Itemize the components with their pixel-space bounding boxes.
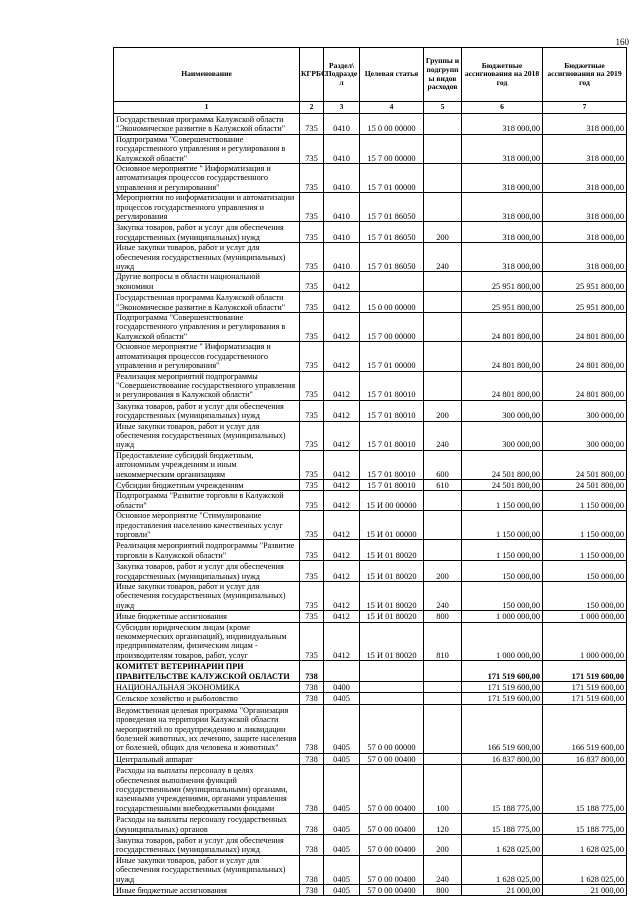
row-amount-2018: 1 628 025,00 (462, 834, 543, 855)
table-row (114, 581, 627, 610)
row-amount-2019: 1 628 025,00 (543, 834, 627, 855)
table-row (114, 272, 627, 292)
row-amount-2019: 150 000,00 (543, 581, 627, 610)
row-amount-2018: 318 000,00 (462, 114, 543, 135)
table-row (114, 855, 627, 884)
row-kgrbs: 738 (300, 834, 324, 855)
row-amount-2019: 24 501 800,00 (543, 479, 627, 490)
table-row (114, 342, 627, 371)
row-expense-type (424, 272, 462, 292)
table-row (114, 479, 627, 490)
row-amount-2019: 16 837 800,00 (543, 753, 627, 764)
row-section: 0412 (324, 272, 360, 292)
row-target-article: 15 И 01 80020 (360, 540, 424, 561)
row-amount-2018: 1 000 000,00 (462, 611, 543, 622)
row-kgrbs: 735 (300, 400, 324, 421)
table-row (114, 834, 627, 855)
row-target-article (360, 661, 424, 682)
row-section: 0412 (324, 450, 360, 479)
row-target-article: 15 0 00 00000 (360, 114, 424, 135)
row-amount-2019: 300 000,00 (543, 400, 627, 421)
row-kgrbs: 735 (300, 450, 324, 479)
row-expense-type (424, 313, 462, 342)
row-expense-type (424, 114, 462, 135)
row-expense-type: 600 (424, 450, 462, 479)
row-amount-2019: 1 150 000,00 (543, 540, 627, 561)
row-name: Государственная программа Калужской области "Экономическое развитие в Калужской области" (114, 292, 300, 313)
row-expense-type (424, 511, 462, 540)
col-header-name: Наименование (114, 48, 300, 102)
table-row (114, 511, 627, 540)
row-section: 0412 (324, 540, 360, 561)
row-amount-2018: 318 000,00 (462, 243, 543, 272)
table-row (114, 753, 627, 764)
row-target-article: 57 0 00 00400 (360, 885, 424, 896)
table-row (114, 491, 627, 511)
row-section: 0412 (324, 561, 360, 582)
row-expense-type: 800 (424, 885, 462, 896)
row-amount-2019: 1 150 000,00 (543, 491, 627, 511)
row-kgrbs: 738 (300, 693, 324, 704)
row-name: Иные закупки товаров, работ и услуг для обеспечения государственных (муниципальных) нужд (114, 855, 300, 884)
row-kgrbs: 735 (300, 134, 324, 163)
row-amount-2018: 150 000,00 (462, 561, 543, 582)
row-section: 0410 (324, 114, 360, 135)
row-kgrbs: 738 (300, 661, 324, 682)
row-target-article: 15 7 00 00000 (360, 313, 424, 342)
row-amount-2019: 300 000,00 (543, 421, 627, 450)
row-expense-type: 240 (424, 243, 462, 272)
row-target-article: 15 И 01 80020 (360, 561, 424, 582)
row-section: 0405 (324, 753, 360, 764)
table-row (114, 400, 627, 421)
row-section: 0405 (324, 834, 360, 855)
row-kgrbs: 738 (300, 885, 324, 896)
table-row (114, 164, 627, 193)
row-amount-2019: 318 000,00 (543, 164, 627, 193)
row-amount-2019: 171 519 600,00 (543, 693, 627, 704)
row-kgrbs: 735 (300, 164, 324, 193)
row-target-article: 15 7 01 86050 (360, 222, 424, 243)
row-target-article: 15 7 01 80010 (360, 450, 424, 479)
row-target-article: 57 0 00 00000 (360, 704, 424, 753)
row-section: 0410 (324, 193, 360, 222)
row-target-article: 15 И 01 80020 (360, 611, 424, 622)
row-expense-type (424, 753, 462, 764)
row-target-article (360, 272, 424, 292)
row-target-article: 15 7 01 00000 (360, 164, 424, 193)
row-amount-2019: 1 628 025,00 (543, 855, 627, 884)
row-expense-type (424, 491, 462, 511)
row-expense-type (424, 693, 462, 704)
row-amount-2019: 166 519 600,00 (543, 704, 627, 753)
row-section (324, 661, 360, 682)
row-amount-2018: 1 150 000,00 (462, 491, 543, 511)
row-name: Ведомственная целевая программа "Организация проведения на территории Калужской области мероприятий по предупреждению и ликвидации болезней животных, их лечению, защите населения от болезней, общих для человека и животных" (114, 704, 300, 753)
row-expense-type (424, 164, 462, 193)
row-kgrbs: 735 (300, 622, 324, 661)
page-number: 160 (615, 37, 629, 47)
row-kgrbs: 738 (300, 704, 324, 753)
row-amount-2019: 24 801 800,00 (543, 342, 627, 371)
row-section: 0412 (324, 313, 360, 342)
row-expense-type (424, 193, 462, 222)
row-kgrbs: 735 (300, 581, 324, 610)
row-name: Субсидии бюджетным учреждениям (114, 479, 300, 490)
table-row (114, 134, 627, 163)
row-amount-2019: 150 000,00 (543, 561, 627, 582)
row-amount-2019: 25 951 800,00 (543, 292, 627, 313)
table-row (114, 243, 627, 272)
row-target-article: 57 0 00 00400 (360, 855, 424, 884)
row-name: Основное мероприятие " Информатизация и автоматизация процессов государственного управления и регулирования" (114, 164, 300, 193)
row-target-article: 57 0 00 00400 (360, 765, 424, 814)
row-expense-type (424, 292, 462, 313)
col-header-2019: Бюджетные ассигнования на 2019 год (543, 48, 627, 102)
row-amount-2018: 171 519 600,00 (462, 682, 543, 693)
row-expense-type: 240 (424, 421, 462, 450)
row-name: Государственная программа Калужской области "Экономическое развитие в Калужской области" (114, 114, 300, 135)
row-kgrbs: 735 (300, 292, 324, 313)
row-amount-2018: 1 000 000,00 (462, 622, 543, 661)
row-expense-type: 120 (424, 814, 462, 835)
row-amount-2019: 15 188 775,00 (543, 765, 627, 814)
row-section: 0410 (324, 243, 360, 272)
row-amount-2019: 21 000,00 (543, 885, 627, 896)
row-expense-type (424, 682, 462, 693)
row-amount-2019: 25 951 800,00 (543, 272, 627, 292)
row-section: 0410 (324, 222, 360, 243)
row-amount-2019: 1 000 000,00 (543, 622, 627, 661)
col-header-section: Раздел\ Подразде л (324, 48, 360, 102)
row-name: Основное мероприятие "Стимулирование предоставления населению качественных услуг торговли" (114, 511, 300, 540)
row-amount-2018: 15 188 775,00 (462, 814, 543, 835)
row-amount-2018: 171 519 600,00 (462, 693, 543, 704)
table-row (114, 622, 627, 661)
row-kgrbs: 735 (300, 511, 324, 540)
row-name: Расходы на выплаты персоналу государственных (муниципальных) органов (114, 814, 300, 835)
row-expense-type (424, 342, 462, 371)
row-kgrbs: 735 (300, 243, 324, 272)
row-name: Закупка товаров, работ и услуг для обеспечения государственных (муниципальных) нужд (114, 222, 300, 243)
row-kgrbs: 735 (300, 272, 324, 292)
table-row (114, 704, 627, 753)
col-header-expense-type: Группы и подгрупп ы видов расходов (424, 48, 462, 102)
row-name: Закупка товаров, работ и услуг для обеспечения государственных (муниципальных) нужд (114, 561, 300, 582)
row-amount-2019: 1 150 000,00 (543, 511, 627, 540)
row-kgrbs: 738 (300, 855, 324, 884)
row-section: 0412 (324, 491, 360, 511)
row-name: Подпрограмма "Развитие торговли в Калужской области" (114, 491, 300, 511)
row-target-article: 15 7 01 80010 (360, 400, 424, 421)
row-section: 0412 (324, 622, 360, 661)
row-kgrbs: 738 (300, 765, 324, 814)
table-row (114, 885, 627, 896)
row-kgrbs: 735 (300, 222, 324, 243)
row-name: Предоставление субсидий бюджетным, автономным учреждениям и иным некоммерческим организациям (114, 450, 300, 479)
col-number: 2 (300, 102, 324, 114)
row-amount-2018: 15 188 775,00 (462, 765, 543, 814)
table-row (114, 611, 627, 622)
row-amount-2018: 318 000,00 (462, 134, 543, 163)
row-name: Центральный аппарат (114, 753, 300, 764)
row-expense-type (424, 134, 462, 163)
row-section: 0412 (324, 400, 360, 421)
row-name: Иные закупки товаров, работ и услуг для обеспечения государственных (муниципальных) нужд (114, 421, 300, 450)
row-name: Иные закупки товаров, работ и услуг для обеспечения государственных (муниципальных) нужд (114, 581, 300, 610)
row-name: Сельское хозяйство и рыболовство (114, 693, 300, 704)
row-amount-2019: 318 000,00 (543, 114, 627, 135)
col-header-2018: Бюджетные ассигнования на 2018 год (462, 48, 543, 102)
table-row (114, 421, 627, 450)
row-target-article: 15 7 01 80010 (360, 371, 424, 400)
row-amount-2018: 24 801 800,00 (462, 342, 543, 371)
row-amount-2019: 318 000,00 (543, 222, 627, 243)
row-section: 0405 (324, 693, 360, 704)
row-target-article: 15 7 01 00000 (360, 342, 424, 371)
row-target-article: 57 0 00 00400 (360, 753, 424, 764)
row-name: Основное мероприятие " Информатизация и автоматизация процессов государственного управления и регулирования" (114, 342, 300, 371)
row-section: 0412 (324, 292, 360, 313)
table-row (114, 292, 627, 313)
row-name: Подпрограмма "Совершенствование государственного управления и регулирования в Калужской области" (114, 313, 300, 342)
row-name: Субсидии юридическим лицам (кроме некоммерческих организаций), индивидуальным предпринимателям, физическим лицам - производителям товаров, работ, услуг (114, 622, 300, 661)
row-section: 0412 (324, 581, 360, 610)
row-amount-2018: 24 801 800,00 (462, 313, 543, 342)
row-name: Иные бюджетные ассигнования (114, 885, 300, 896)
row-amount-2018: 21 000,00 (462, 885, 543, 896)
row-amount-2018: 1 150 000,00 (462, 540, 543, 561)
row-expense-type: 240 (424, 855, 462, 884)
row-expense-type: 810 (424, 622, 462, 661)
row-amount-2019: 318 000,00 (543, 134, 627, 163)
row-section: 0405 (324, 855, 360, 884)
row-amount-2019: 24 801 800,00 (543, 371, 627, 400)
row-expense-type (424, 704, 462, 753)
row-name: Подпрограмма "Совершенствование государственного управления и регулирования в Калужской области" (114, 134, 300, 163)
table-row (114, 540, 627, 561)
row-kgrbs: 735 (300, 491, 324, 511)
row-amount-2018: 1 628 025,00 (462, 855, 543, 884)
row-amount-2018: 24 501 800,00 (462, 450, 543, 479)
table-row (114, 371, 627, 400)
row-kgrbs: 735 (300, 421, 324, 450)
row-kgrbs: 735 (300, 371, 324, 400)
table-row (114, 693, 627, 704)
row-amount-2019: 171 519 600,00 (543, 661, 627, 682)
row-kgrbs: 735 (300, 193, 324, 222)
row-name: Закупка товаров, работ и услуг для обеспечения государственных (муниципальных) нужд (114, 400, 300, 421)
row-target-article: 15 И 01 80020 (360, 581, 424, 610)
row-amount-2018: 24 501 800,00 (462, 479, 543, 490)
table-row (114, 661, 627, 682)
row-section: 0412 (324, 371, 360, 400)
table-row (114, 114, 627, 135)
table-row (114, 765, 627, 814)
col-number: 6 (462, 102, 543, 114)
row-section: 0405 (324, 704, 360, 753)
row-name: Реализация мероприятий подпрограммы "Развитие торговли в Калужской области" (114, 540, 300, 561)
row-amount-2018: 166 519 600,00 (462, 704, 543, 753)
row-amount-2018: 318 000,00 (462, 193, 543, 222)
row-amount-2019: 318 000,00 (543, 193, 627, 222)
row-amount-2019: 24 801 800,00 (543, 313, 627, 342)
row-expense-type (424, 371, 462, 400)
row-amount-2018: 318 000,00 (462, 164, 543, 193)
row-amount-2018: 318 000,00 (462, 222, 543, 243)
header-row (114, 48, 627, 102)
budget-table (113, 47, 627, 896)
row-section: 0410 (324, 134, 360, 163)
row-kgrbs: 735 (300, 611, 324, 622)
row-expense-type: 200 (424, 400, 462, 421)
row-expense-type (424, 540, 462, 561)
row-target-article: 15 7 01 86050 (360, 193, 424, 222)
table-body (114, 114, 627, 896)
col-header-target-article: Целевая статья (360, 48, 424, 102)
col-number: 7 (543, 102, 627, 114)
row-name: Мероприятия по информатизации и автоматизации процессов государственного управления и регулирования (114, 193, 300, 222)
row-target-article: 57 0 00 00400 (360, 814, 424, 835)
row-section: 0400 (324, 682, 360, 693)
row-amount-2018: 300 000,00 (462, 421, 543, 450)
row-section: 0412 (324, 421, 360, 450)
row-name: Другие вопросы в области национальной экономики (114, 272, 300, 292)
row-amount-2019: 171 519 600,00 (543, 682, 627, 693)
row-amount-2018: 25 951 800,00 (462, 292, 543, 313)
row-kgrbs: 735 (300, 561, 324, 582)
col-number: 5 (424, 102, 462, 114)
table-row (114, 313, 627, 342)
row-name: Реализация мероприятий подпрограммы "Совершенствование государственного управления и регулирования в Калужской области" (114, 371, 300, 400)
row-target-article: 57 0 00 00400 (360, 834, 424, 855)
row-name: Иные закупки товаров, работ и услуг для обеспечения государственных (муниципальных) нужд (114, 243, 300, 272)
row-kgrbs: 735 (300, 479, 324, 490)
row-section: 0405 (324, 885, 360, 896)
row-target-article: 15 И 01 80020 (360, 622, 424, 661)
row-target-article: 15 7 01 80010 (360, 479, 424, 490)
row-name: Расходы на выплаты персоналу в целях обеспечения выполнения функций государственными (муниципальными) органами, казенными учреждениями, органами управления государственными внебюджетными фондами (114, 765, 300, 814)
row-name: НАЦИОНАЛЬНАЯ ЭКОНОМИКА (114, 682, 300, 693)
row-target-article: 15 7 00 00000 (360, 134, 424, 163)
row-amount-2018: 25 951 800,00 (462, 272, 543, 292)
row-expense-type (424, 661, 462, 682)
column-number-row (114, 102, 627, 114)
row-section: 0412 (324, 479, 360, 490)
row-section: 0412 (324, 511, 360, 540)
col-number: 4 (360, 102, 424, 114)
row-amount-2018: 24 801 800,00 (462, 371, 543, 400)
table-row (114, 193, 627, 222)
row-amount-2019: 24 501 800,00 (543, 450, 627, 479)
row-expense-type: 200 (424, 222, 462, 243)
row-name: Закупка товаров, работ и услуг для обеспечения государственных (муниципальных) нужд (114, 834, 300, 855)
row-amount-2018: 16 837 800,00 (462, 753, 543, 764)
row-amount-2019: 1 000 000,00 (543, 611, 627, 622)
row-expense-type: 100 (424, 765, 462, 814)
row-expense-type: 610 (424, 479, 462, 490)
row-kgrbs: 738 (300, 753, 324, 764)
row-section: 0410 (324, 164, 360, 193)
row-kgrbs: 735 (300, 313, 324, 342)
col-header-kgrbs: КГРБС (300, 48, 324, 102)
row-section: 0412 (324, 611, 360, 622)
row-section: 0412 (324, 342, 360, 371)
row-amount-2019: 15 188 775,00 (543, 814, 627, 835)
row-amount-2018: 171 519 600,00 (462, 661, 543, 682)
row-expense-type: 240 (424, 581, 462, 610)
row-target-article (360, 682, 424, 693)
row-target-article: 15 7 01 86050 (360, 243, 424, 272)
row-section: 0405 (324, 814, 360, 835)
col-number: 3 (324, 102, 360, 114)
table-row (114, 561, 627, 582)
row-expense-type: 800 (424, 611, 462, 622)
row-kgrbs: 738 (300, 814, 324, 835)
row-target-article: 15 0 00 00000 (360, 292, 424, 313)
row-target-article: 15 7 01 80010 (360, 421, 424, 450)
row-amount-2018: 300 000,00 (462, 400, 543, 421)
row-name: Иные бюджетные ассигнования (114, 611, 300, 622)
table-row (114, 450, 627, 479)
row-target-article: 15 И 01 00000 (360, 511, 424, 540)
row-name: КОМИТЕТ ВЕТЕРИНАРИИ ПРИ ПРАВИТЕЛЬСТВЕ КАЛУЖСКОЙ ОБЛАСТИ (114, 661, 300, 682)
row-expense-type: 200 (424, 834, 462, 855)
row-kgrbs: 735 (300, 114, 324, 135)
table-row (114, 814, 627, 835)
row-target-article (360, 693, 424, 704)
row-amount-2018: 150 000,00 (462, 581, 543, 610)
row-amount-2018: 1 150 000,00 (462, 511, 543, 540)
row-expense-type: 200 (424, 561, 462, 582)
table-row (114, 682, 627, 693)
row-kgrbs: 735 (300, 540, 324, 561)
row-kgrbs: 738 (300, 682, 324, 693)
row-kgrbs: 735 (300, 342, 324, 371)
row-amount-2019: 318 000,00 (543, 243, 627, 272)
row-section: 0405 (324, 765, 360, 814)
table-row (114, 222, 627, 243)
col-number: 1 (114, 102, 300, 114)
row-target-article: 15 И 00 00000 (360, 491, 424, 511)
